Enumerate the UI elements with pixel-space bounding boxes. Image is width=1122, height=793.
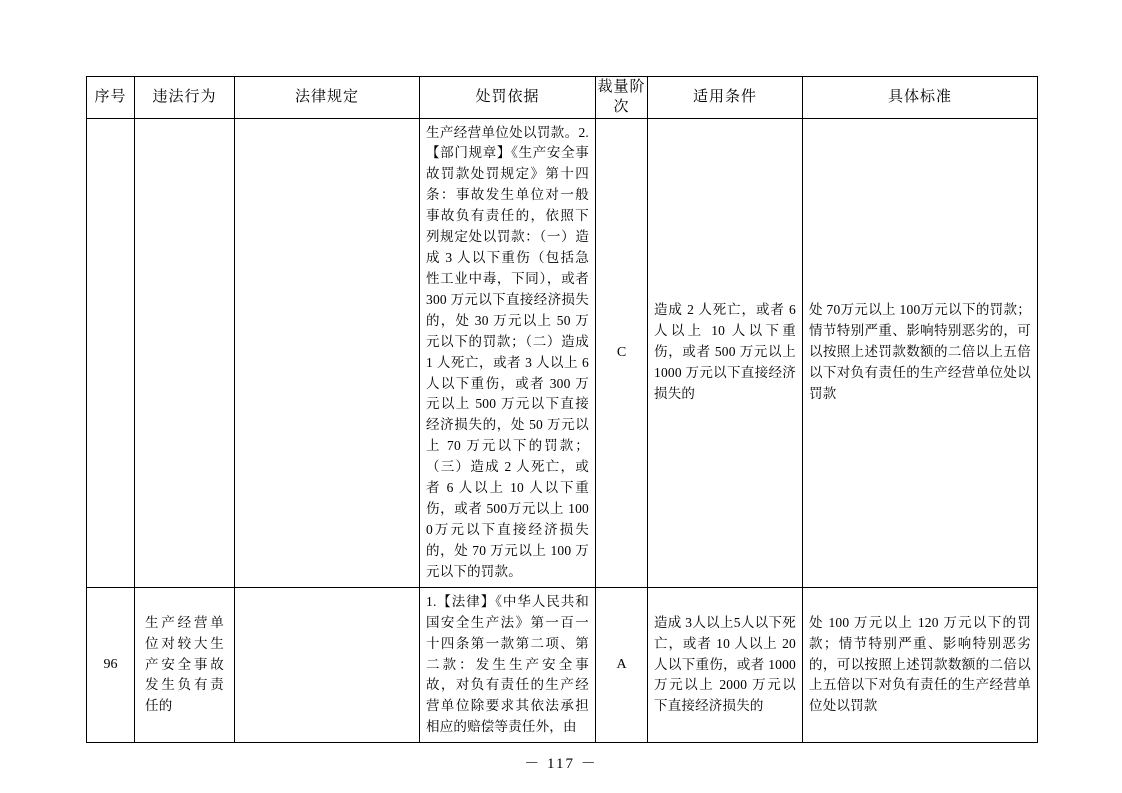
cell-discretion-level: C [596,118,648,587]
legal-provision-text [235,349,419,357]
header-violation: 违法行为 [135,77,235,119]
specific-standard-text: 处 100 万元以上 120 万元以下的罚款；情节特别严重、影响特别恶劣的，可以按照上述罚款数额的二倍以上五倍以下对负有责任的生产经营单位处以罚款 [809,614,1031,714]
cell-index: 96 [87,587,135,742]
cell-violation [135,587,235,742]
cell-legal-provision [235,118,420,587]
specific-standard-text: 处 70万元以上 100万元以下的罚款；情节特别严重、影响特别恶劣的，可以按照上述罚款数额的二倍以上五倍以下对负有责任的生产经营单位处以罚款 [809,302,1031,402]
cell-violation [135,118,235,587]
cell-penalty-basis [420,587,596,742]
page-number: － 117 － [524,756,598,772]
cell-discretion-level: A [596,587,648,742]
violation-text: 生产经营单位对较大生产安全事故发生负有责任的 [145,614,224,714]
table-row [87,587,1038,742]
applicable-condition-text: 造成 2 人死亡，或者 6 人以上 10 人以下重伤，或者 500 万元以上 1000 万元以下直接经济损失的 [654,302,796,402]
cell-penalty-basis [420,118,596,587]
header-discretion-level: 裁量阶次 [596,77,648,119]
header-applicable-condition: 适用条件 [648,77,803,119]
header-penalty-basis: 处罚依据 [420,77,596,119]
header-index: 序号 [87,77,135,119]
table-row [87,118,1038,587]
penalty-discretion-table [86,76,1038,743]
penalty-basis-text: 生产经营单位处以罚款。2.【部门规章】《生产安全事故罚款处罚规定》第十四条：事故发生单位对一般事故负有责任的，依照下列规定处以罚款：（一）造成 3 人以下重伤（包括急性工业中毒，下同），或者 300 万元以下直接经济损失的，处 30 万元以上 50 万元以下的罚款；（二）造成 1 人死亡，或者 3 人以上 6 人以下重伤，或者 300 万元以上 500 万元以下直接经济损失的，处 50 万元以上 70 万元以下的罚款；（三）造成 2 人死亡，或者 6 人以上 10 人以下重伤，或者 500万元以上 1000万元以下直接经济损失的，处 70 万元以上 100 万元以下的罚款。 [426,124,589,579]
header-specific-standard: 具体标准 [803,77,1038,119]
violation-text [135,349,234,357]
cell-legal-provision [235,587,420,742]
table-header-row [87,77,1038,119]
cell-applicable-condition [648,118,803,587]
legal-provision-text [235,661,419,669]
cell-index [87,118,135,587]
header-legal-provision: 法律规定 [235,77,420,119]
penalty-basis-text: 1.【法律】《中华人民共和国安全生产法》第一百一十四条第一款第二项、第二款：发生生产安全事故，对负有责任的生产经营单位除要求其依法承担相应的赔偿等责任外，由 [426,593,589,735]
cell-specific-standard [803,587,1038,742]
cell-applicable-condition [648,587,803,742]
applicable-condition-text: 造成 3人以上5人以下死亡，或者 10 人以上 20 人以下重伤，或者 1000 万元以上 2000 万元以下直接经济损失的 [654,614,796,714]
cell-specific-standard [803,118,1038,587]
